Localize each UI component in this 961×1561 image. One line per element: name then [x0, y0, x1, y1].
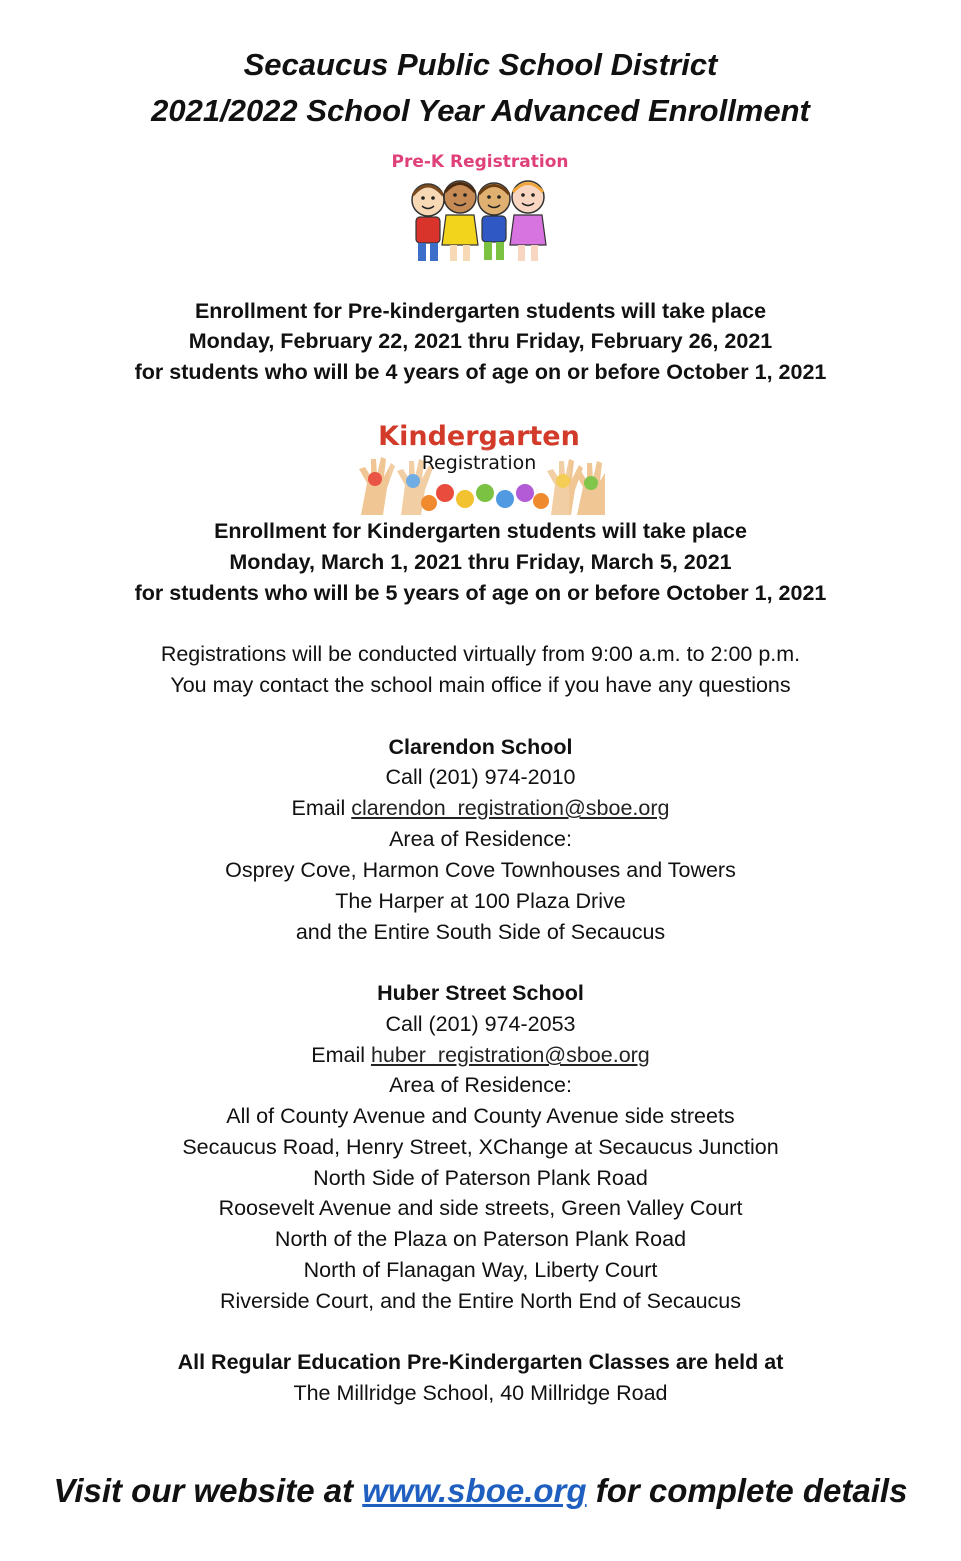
huber-phone: Call (201) 974-2053 — [385, 1012, 576, 1036]
clarendon-school-name: Clarendon School — [388, 735, 573, 759]
prek-graphic-label: Pre-K Registration — [391, 152, 569, 172]
huber-area-item: All of County Avenue and County Avenue side streets — [226, 1104, 735, 1128]
huber-area-item: Roosevelt Avenue and side streets, Green Valley Court — [218, 1196, 743, 1220]
contact-note: You may contact the school main office if you have any questions — [170, 673, 791, 697]
footer-suffix: for complete details — [586, 1472, 908, 1509]
clarendon-email-prefix: Email — [291, 796, 352, 820]
clarendon-area-item: Osprey Cove, Harmon Cove Townhouses and Towers — [225, 858, 736, 882]
clarendon-area-item: and the Entire South Side of Secaucus — [295, 920, 666, 944]
huber-school-name: Huber Street School — [377, 981, 584, 1005]
prek-location-address: The Millridge School, 40 Millridge Road — [293, 1381, 668, 1405]
kindergarten-enrollment-dates: Monday, March 1, 2021 thru Friday, March 5, 2021 — [229, 550, 732, 574]
prek-registration-graphic — [380, 145, 580, 275]
huber-email-line — [0, 1040, 961, 1070]
kindergarten-graphic-title: Kindergarten — [378, 421, 580, 452]
huber-area-item: North Side of Paterson Plank Road — [313, 1166, 648, 1190]
huber-email-prefix: Email — [311, 1043, 371, 1067]
huber-area-heading: Area of Residence: — [389, 1073, 572, 1097]
kindergarten-registration-graphic — [353, 413, 605, 515]
clarendon-email-link[interactable]: clarendon_registration@sboe.org — [351, 796, 670, 820]
huber-area-item: North of Flanagan Way, Liberty Court — [303, 1258, 658, 1282]
clarendon-phone: Call (201) 974-2010 — [385, 765, 576, 789]
huber-area-item: North of the Plaza on Paterson Plank Road — [274, 1227, 687, 1251]
prek-enrollment-line-1: Enrollment for Pre-kindergarten students will take place — [194, 299, 767, 323]
huber-area-item: Riverside Court, and the Entire North End of Secaucus — [219, 1289, 742, 1313]
clarendon-area-item: The Harper at 100 Plaza Drive — [335, 889, 626, 913]
website-footer — [0, 1468, 961, 1514]
title-line-1: Secaucus Public School District — [243, 47, 718, 82]
kids-illustration-icon — [380, 145, 580, 275]
prek-age-requirement: for students who will be 4 years of age on or before October 1, 2021 — [134, 360, 827, 384]
clarendon-email-line — [0, 793, 961, 823]
title-line-2: 2021/2022 School Year Advanced Enrollment — [151, 93, 810, 128]
footer-prefix: Visit our website at — [53, 1472, 363, 1509]
prek-enrollment-dates: Monday, February 22, 2021 thru Friday, February 26, 2021 — [188, 329, 773, 353]
website-link[interactable]: www.sboe.org — [362, 1472, 587, 1509]
kindergarten-age-requirement: for students who will be 5 years of age on or before October 1, 2021 — [134, 581, 827, 605]
clarendon-area-heading: Area of Residence: — [389, 827, 572, 851]
huber-email-link[interactable]: huber_registration@sboe.org — [370, 1043, 650, 1067]
registration-hours: Registrations will be conducted virtually from 9:00 a.m. to 2:00 p.m. — [160, 642, 801, 666]
painted-hands-icon — [353, 413, 605, 515]
huber-area-item: Secaucus Road, Henry Street, XChange at Secaucus Junction — [182, 1135, 779, 1159]
kindergarten-graphic-subtitle: Registration — [421, 452, 537, 474]
prek-location-heading: All Regular Education Pre-Kindergarten Classes are held at — [177, 1350, 784, 1374]
kindergarten-enrollment-line-1: Enrollment for Kindergarten students will take place — [214, 519, 747, 543]
